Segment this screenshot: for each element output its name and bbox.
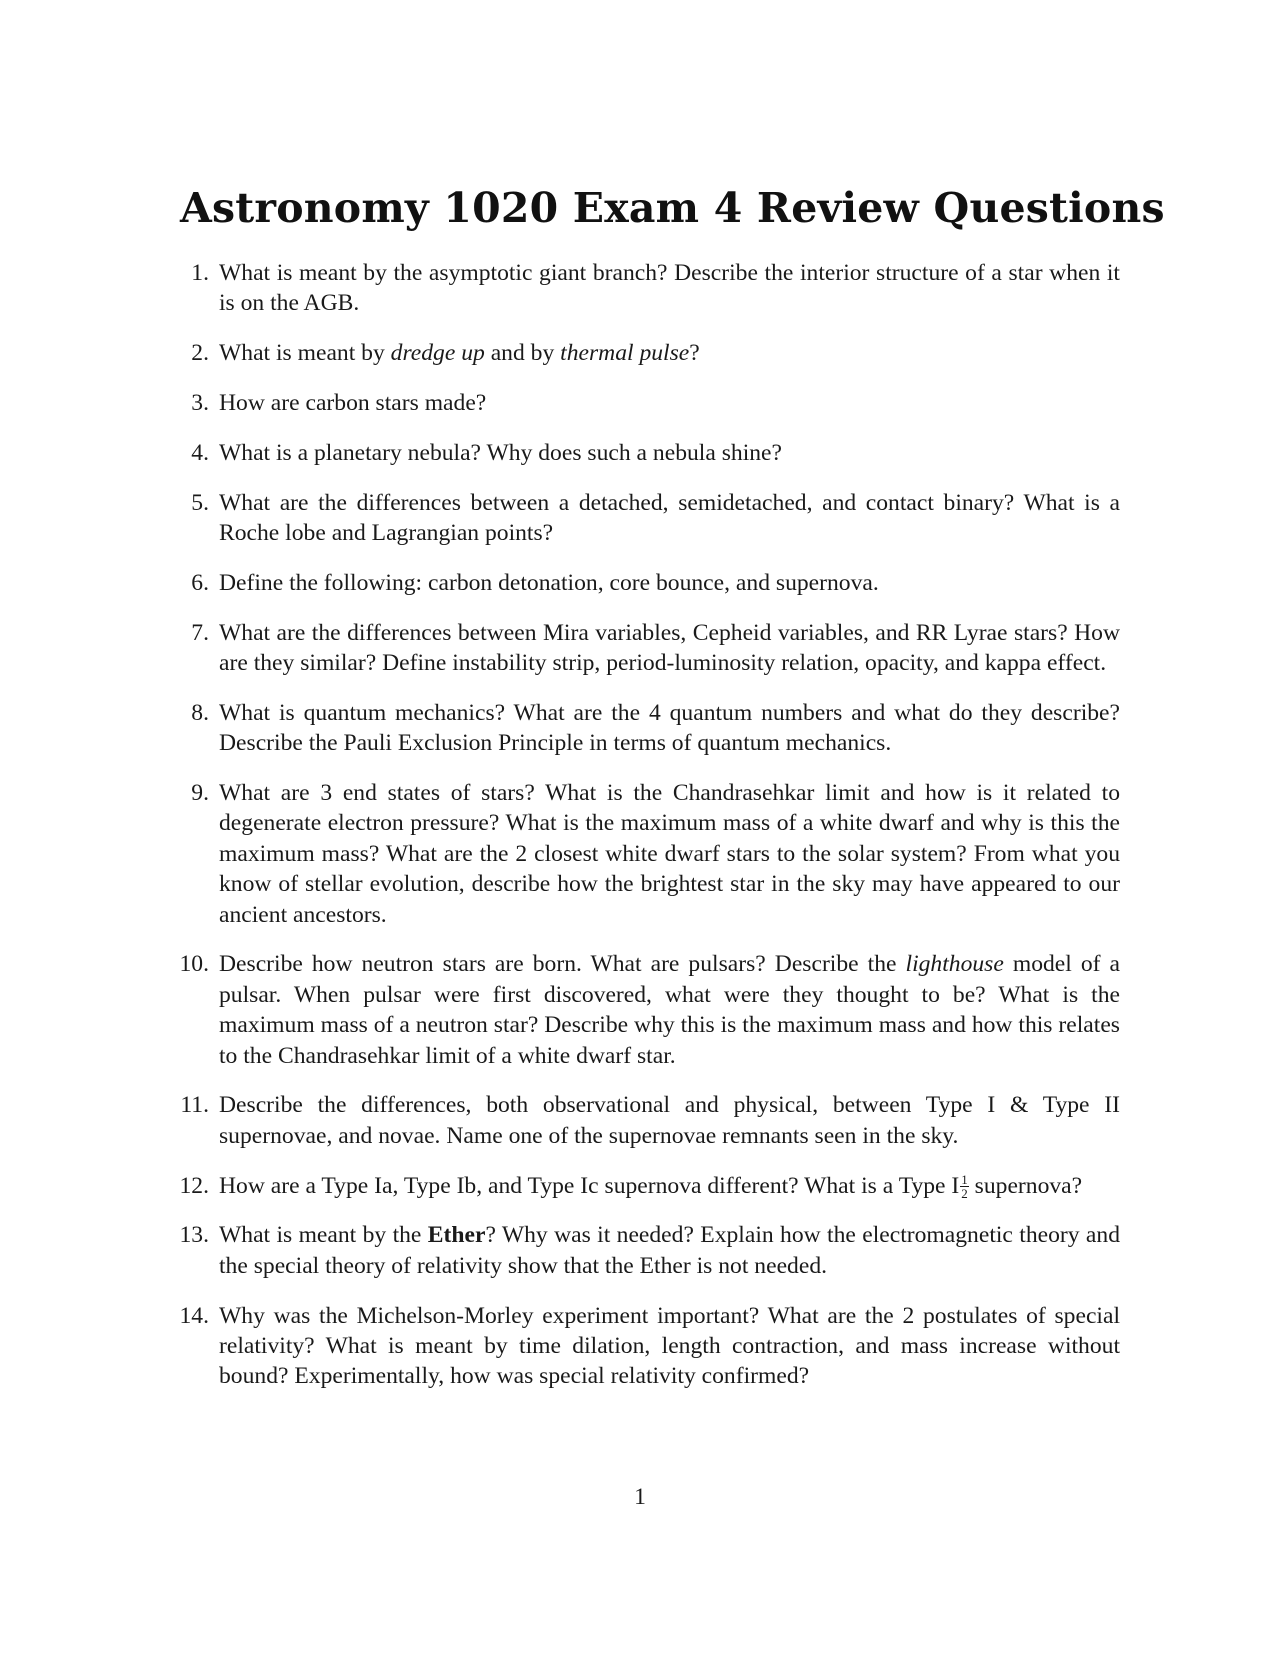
emphasis-term: lighthouse <box>905 951 1004 978</box>
text-segment: and by <box>484 340 561 367</box>
question-number: 11. <box>180 1092 209 1119</box>
text-segment: supernova? <box>968 1172 1083 1199</box>
question-text: What are the differences between a detached, semidetached, and contact binary? What is a Roche lobe and Lagrangian points? <box>219 489 1120 546</box>
question-text: What is meant by the asymptotic giant branch? Describe the interior structure of a star when it is on the AGB. <box>219 260 1120 317</box>
question-text: What are the differences between Mira variables, Cepheid variables, and RR Lyrae stars? How are they similar? Define instability strip, period-luminosity relation, opacity, and kappa effect. <box>219 619 1120 676</box>
question-number: 3. <box>191 390 209 416</box>
question-item <box>160 438 1120 468</box>
emphasis-term: thermal pulse <box>560 340 690 367</box>
text-segment: model of a pulsar. When pulsar were first discovered, what were they thought to be? What is the maximum mass of a neutron star? Describe why this is the maximum mass and how this relates to the Chandrasehkar limit of a white dwarf star. <box>219 951 1121 1069</box>
text-segment: What is meant by <box>219 340 391 367</box>
question-item <box>160 778 1120 930</box>
question-number: 2. <box>191 340 209 367</box>
bold-term: Ether <box>427 1222 486 1249</box>
text-segment: ? Why was it needed? Explain how the electromagnetic theory and the special theory of relativity show that the Ether is not needed. <box>219 1222 1120 1279</box>
question-item <box>160 388 1120 418</box>
question-text <box>210 949 1120 1071</box>
question-number: 8. <box>191 699 209 726</box>
question-number: 10. <box>179 951 209 978</box>
question-text: Why was the Michelson-Morley experiment important? What are the 2 postulates of special relativity? What is meant by time dilation, length contraction, and mass increase without bound? Experimentally, how was special relativity confirmed? <box>219 1302 1120 1390</box>
question-text: What are 3 end states of stars? What is the Chandrasehkar limit and how is it related to degenerate electron pressure? What is the maximum mass of a white dwarf and why is this the maximum mass? What are the 2 closest white dwarf stars to the solar system? From what you know of stellar evolution, describe how the brightest star in the sky may have appeared to our ancient ancestors. <box>219 780 1120 928</box>
text-segment: How are a Type Ia, Type Ib, and Type Ic supernova different? What is a Type I <box>219 1172 960 1199</box>
question-number: 1. <box>191 260 209 286</box>
question-text <box>210 1220 1120 1281</box>
question-number: 9. <box>191 780 209 806</box>
emphasis-term: dredge up <box>390 340 485 367</box>
text-segment: What is meant by the <box>219 1222 428 1249</box>
question-item <box>160 1090 1120 1151</box>
question-list <box>160 258 1120 1411</box>
question-text <box>210 338 1120 368</box>
question-text: How are carbon stars made? <box>219 390 487 416</box>
question-text: Define the following: carbon detonation, core bounce, and supernova. <box>219 569 879 596</box>
question-number: 12. <box>179 1172 209 1199</box>
question-number: 7. <box>191 619 209 646</box>
question-item <box>160 568 1120 598</box>
text-segment: ? <box>689 340 700 367</box>
question-item <box>160 338 1120 368</box>
fraction-denominator: 2 <box>961 1186 968 1202</box>
question-text: What is a planetary nebula? Why does such a nebula shine? <box>219 439 782 466</box>
question-item <box>160 1171 1120 1201</box>
question-item <box>160 1301 1120 1392</box>
question-number: 4. <box>191 439 209 466</box>
fraction <box>960 1173 969 1200</box>
question-text <box>210 1171 1120 1201</box>
question-number: 13. <box>179 1222 209 1249</box>
question-item <box>160 698 1120 759</box>
question-number: 5. <box>191 489 209 516</box>
fraction-numerator: 1 <box>961 1172 968 1188</box>
page-title: Astronomy 1020 Exam 4 Review Questions <box>180 184 1165 232</box>
text-segment: Describe how neutron stars are born. What are pulsars? Describe the <box>219 951 906 978</box>
page-number: 1 <box>634 1484 646 1510</box>
question-item <box>160 949 1120 1071</box>
question-text: Describe the differences, both observational and physical, between Type I & Type II supernovae, and novae. Name one of the supernovae remnants seen in the sky. <box>219 1092 1120 1149</box>
question-number: 14. <box>179 1302 209 1329</box>
question-text: What is quantum mechanics? What are the 4 quantum numbers and what do they describe? Describe the Pauli Exclusion Principle in terms of quantum mechanics. <box>219 699 1120 757</box>
question-item <box>160 618 1120 679</box>
question-item <box>160 1220 1120 1281</box>
question-item <box>160 258 1120 319</box>
question-number: 6. <box>191 569 209 596</box>
question-item <box>160 488 1120 549</box>
